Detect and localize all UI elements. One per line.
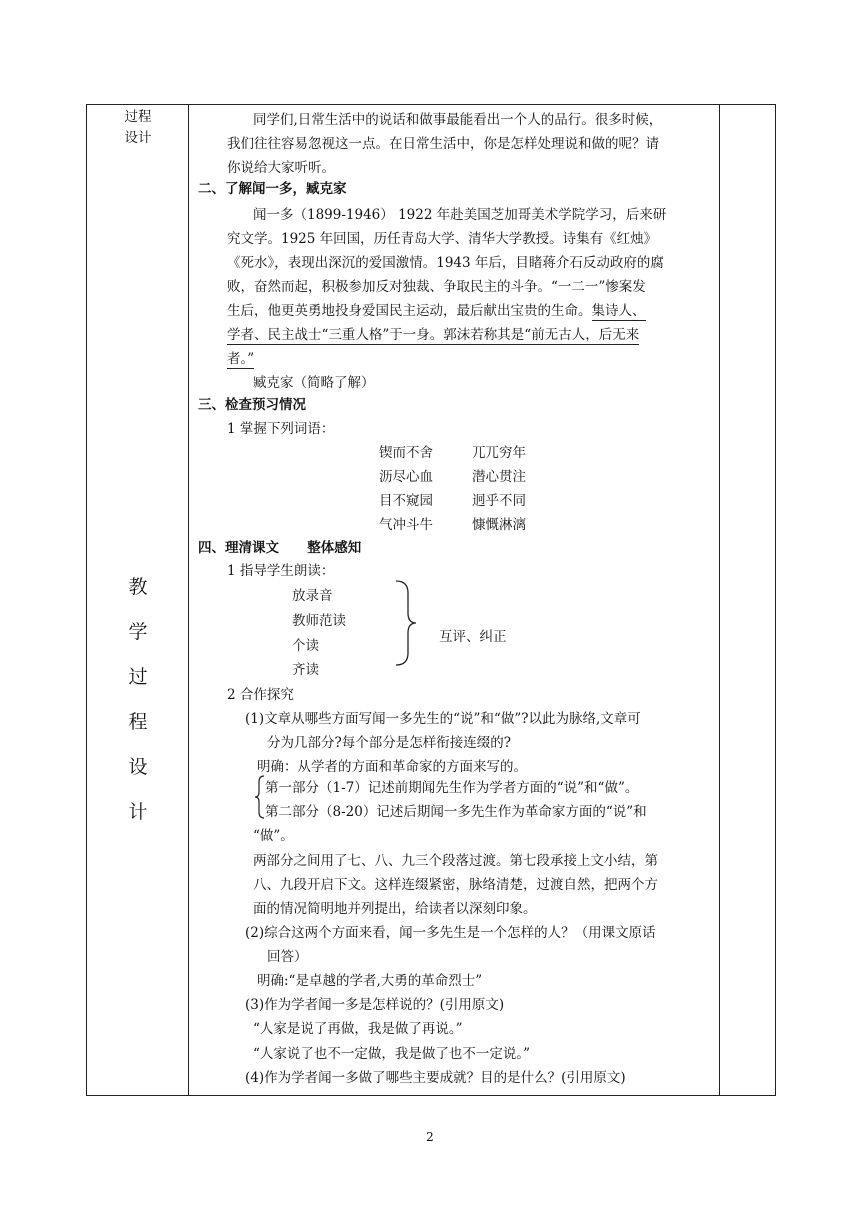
vocab-word: 目不窥园 xyxy=(379,493,433,509)
question-line: (4)作为学者闻一多做了哪些主要成就？目的是什么？(引用原文) xyxy=(245,1070,626,1086)
page-number: 2 xyxy=(426,1130,434,1144)
paragraph-line: 臧克家（简略了解） xyxy=(253,375,375,391)
vocab-word: 气冲斗牛 xyxy=(379,517,433,533)
vocab-word: 慷慨淋漓 xyxy=(472,517,526,533)
reading-item: 放录音 xyxy=(292,588,333,604)
vertical-char: 过 xyxy=(128,666,148,688)
paragraph-line: 两部分之间用了七、八、九三个段落过渡。第七段承接上文小结，第 xyxy=(253,853,658,869)
subheading: 2 合作探究 xyxy=(227,687,294,703)
row-label xyxy=(87,107,189,149)
vertical-char: 程 xyxy=(128,711,148,733)
paragraph-line xyxy=(227,325,639,345)
underlined-text: 者。” xyxy=(227,351,255,367)
question-line: 回答） xyxy=(267,949,308,965)
answer-line: 明确：从学者的方面和革命家的方面来写的。 xyxy=(257,759,527,775)
reading-result: 互评、纠正 xyxy=(439,629,507,645)
reading-item: 教师范读 xyxy=(292,613,346,629)
vertical-char: 计 xyxy=(128,801,148,823)
vertical-char: 学 xyxy=(128,621,148,643)
curly-brace-icon xyxy=(392,579,418,667)
row-label-line1: 过程 xyxy=(124,109,152,125)
quote-line: “人家是说了再做，我是做了再说。” xyxy=(253,1021,463,1037)
question-line: 分为几部分?每个部分是怎样衔接连缀的? xyxy=(267,735,511,751)
lesson-table xyxy=(86,104,776,1096)
answer-line: 明确:“是卓越的学者,大勇的革命烈士” xyxy=(257,973,483,989)
section-heading-4: 四、理清课文 整体感知 xyxy=(198,540,362,556)
subheading: 1 掌握下列词语： xyxy=(227,421,335,437)
paragraph-text: 生后，他更英勇地投身爱国民主运动，最后献出宝贵的生命。 xyxy=(227,303,592,319)
paragraph-line xyxy=(227,301,646,321)
column-divider-2 xyxy=(719,105,720,1095)
part-line: “做”。 xyxy=(253,828,294,844)
paragraph-line: 究文学。1925 年回国，历任青岛大学、清华大学教授。诗集有《红烛》 xyxy=(227,231,658,247)
vocab-word: 迥乎不同 xyxy=(472,493,526,509)
question-line: (1)文章从哪些方面写闻一多先生的“说”和“做”?以此为脉络,文章可 xyxy=(245,711,641,727)
question-line: (3)作为学者闻一多是怎样说的？(引用原文) xyxy=(245,997,505,1013)
paragraph-line: 败，奋然而起，积极参加反对独裁、争取民主的斗争。“一二一”惨案发 xyxy=(227,279,646,295)
section-heading-3: 三、检查预习情况 xyxy=(198,397,306,413)
vertical-char: 设 xyxy=(128,756,148,778)
vocab-word: 锲而不舍 xyxy=(379,445,433,461)
vocab-word: 潜心贯注 xyxy=(472,469,526,485)
intro-line: 我们往往容易忽视这一点。在日常生活中，你是怎样处理说和做的呢？请 xyxy=(227,136,659,152)
row-label-line2: 设计 xyxy=(124,130,152,146)
underlined-text: 集诗人、 xyxy=(591,303,646,319)
vocab-word: 兀兀穷年 xyxy=(472,445,526,461)
vocab-word: 沥尽心血 xyxy=(379,469,433,485)
quote-line: “人家说了也不一定做，我是做了也不一定说。” xyxy=(253,1046,531,1062)
part-line: 第二部分（8-20）记述后期闻一多先生作为革命家方面的“说”和 xyxy=(265,804,647,820)
vertical-section-label xyxy=(87,565,189,835)
intro-line: 你说给大家听听。 xyxy=(227,160,335,176)
curly-brace-icon xyxy=(255,775,265,819)
paragraph-line: 面的情况简明地并列提出，给读者以深刻印象。 xyxy=(253,901,537,917)
question-line: (2)综合这两个方面来看，闻一多先生是一个怎样的人？（用课文原话 xyxy=(245,925,656,941)
intro-line: 同学们,日常生活中的说话和做事最能看出一个人的品行。很多时候， xyxy=(253,112,663,128)
underlined-text: 学者、民主战士“三重人格”于一身。郭沫若称其是“前无古人，后无来 xyxy=(227,327,640,343)
vertical-char: 教 xyxy=(128,576,148,598)
paragraph-line: 八、九段开启下文。这样连缀紧密，脉络清楚，过渡自然，把两个方 xyxy=(253,877,658,893)
reading-item: 齐读 xyxy=(292,662,319,678)
subheading: 1 指导学生朗读： xyxy=(227,563,335,579)
part-line: 第一部分（1-7）记述前期闻先生作为学者方面的“说”和“做”。 xyxy=(265,780,639,796)
paragraph-line xyxy=(227,349,254,369)
paragraph-line: 《死水》，表现出深沉的爱国激情。1943 年后，目睹蒋介石反动政府的腐 xyxy=(227,255,664,271)
reading-item: 个读 xyxy=(292,638,319,654)
section-heading-2: 二、了解闻一多，臧克家 xyxy=(198,181,347,197)
paragraph-line: 闻一多（1899-1946） 1922 年赴美国芝加哥美术学院学习，后来研 xyxy=(253,207,667,223)
